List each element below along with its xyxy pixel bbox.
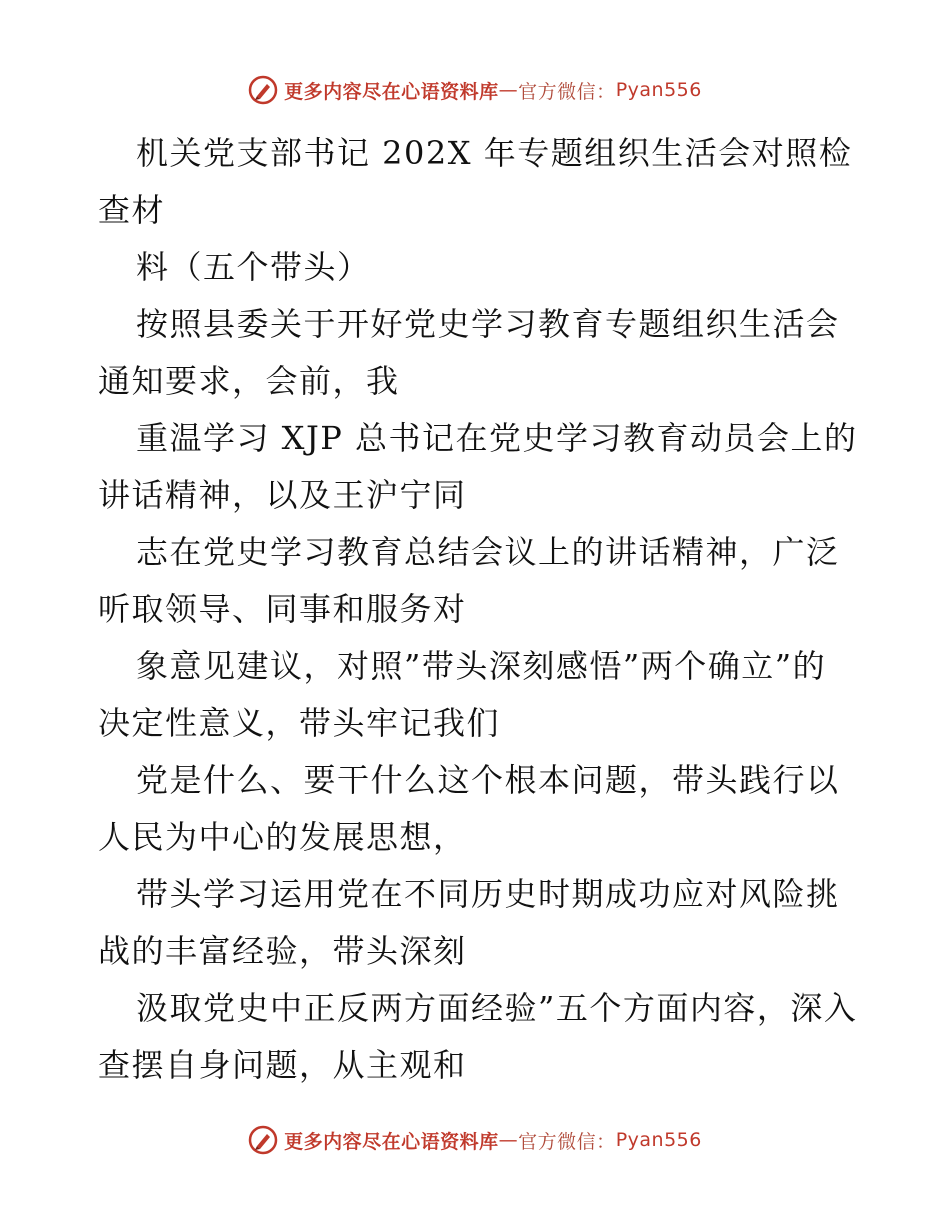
watermark-separator: —	[498, 79, 519, 101]
doc-paragraph: 志在党史学习教育总结会议上的讲话精神，广泛听取领导、同事和服务对	[98, 533, 840, 628]
doc-paragraph: 重温学习 XJP 总书记在党史学习教育动员会上的讲话精神，以及王沪宁同	[98, 419, 858, 514]
document-body	[98, 125, 858, 1094]
pen-logo-icon	[248, 75, 278, 105]
watermark-wechat-id: Pyan556	[615, 79, 702, 101]
doc-paragraph: 按照县委关于开好党史学习教育专题组织生活会通知要求，会前，我	[98, 305, 840, 400]
doc-paragraph: 象意见建议，对照”带头深刻感悟”两个确立”的决定性意义，带头牢记我们	[98, 647, 827, 742]
doc-title-line-1: 机关党支部书记 202X 年专题组织生活会对照检查材	[98, 134, 853, 229]
watermark-banner-bottom	[0, 1120, 950, 1160]
watermark-label: 官方微信：	[518, 80, 616, 103]
watermark-label: 官方微信：	[518, 1130, 616, 1153]
doc-paragraph: 带头学习运用党在不同历史时期成功应对风险挑战的丰富经验，带头深刻	[98, 875, 840, 970]
doc-title-line-2: 料（五个带头）	[136, 248, 371, 286]
pen-logo-icon	[248, 1125, 278, 1155]
doc-paragraph: 汲取党史中正反两方面经验”五个方面内容，深入查摆自身问题，从主观和	[98, 989, 858, 1084]
watermark-separator: —	[498, 1129, 519, 1151]
doc-paragraph: 党是什么、要干什么这个根本问题，带头践行以人民为中心的发展思想，	[98, 761, 840, 856]
watermark-banner-top	[0, 70, 950, 110]
watermark-wechat-id: Pyan556	[615, 1129, 702, 1151]
watermark-main-text: 更多内容尽在心语资料库	[284, 80, 499, 103]
watermark-main-text: 更多内容尽在心语资料库	[284, 1130, 499, 1153]
